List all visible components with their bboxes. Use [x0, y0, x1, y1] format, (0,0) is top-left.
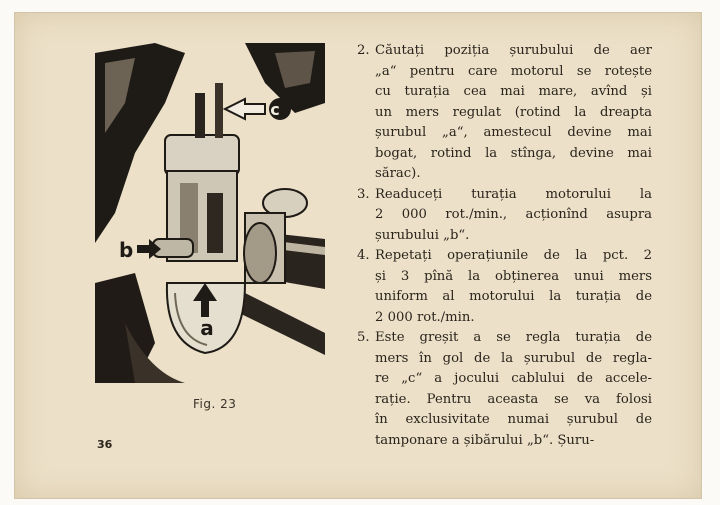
text-line: cu turația cea mai mare, avînd și [375, 84, 652, 99]
text-line: 2 000 rot./min. [375, 309, 475, 325]
text-line: rație. Pentru aceasta se va folosi [375, 391, 652, 407]
instruction-text [375, 41, 652, 185]
text-line: și 3 pînă la obținerea unui mers [375, 268, 652, 284]
text-line: 2 000 rot./min., acționînd asupra [375, 207, 652, 222]
instruction-text [375, 185, 652, 247]
instruction-number: 3. [357, 186, 370, 202]
figure-caption: Fig. 23 [193, 397, 237, 411]
instruction-number: 5. [357, 330, 370, 345]
label-c: c [270, 100, 280, 119]
text-line: Este greșit a se regla turația de [375, 330, 652, 345]
text-line: re „c“ a jocului cablului de accele- [375, 371, 652, 386]
instruction-item [357, 246, 652, 328]
text-line: „a“ pentru care motorul se rotește [375, 63, 652, 79]
page-number: 36 [97, 438, 113, 451]
text-line: sărac). [375, 166, 421, 181]
instruction-number: 4. [357, 248, 370, 263]
text-line: în exclusivitate numai șurubul de [375, 412, 652, 427]
instruction-item [357, 41, 652, 185]
instruction-list [357, 41, 652, 451]
instruction-text [375, 328, 652, 451]
instruction-item [357, 328, 652, 451]
text-line: Repetați operațiunile de la pct. 2 [375, 248, 652, 263]
label-a: a [200, 316, 214, 340]
text-line: mers în gol de la șurubul de regla- [375, 350, 652, 366]
text-line: șurubul „a“, amestecul devine mai [375, 125, 652, 140]
text-line: șurubului „b“. [375, 227, 470, 243]
instruction-item [357, 185, 652, 247]
text-line: uniform al motorului la turația de [375, 289, 652, 304]
text-line: Readuceți turația motorului la [375, 186, 652, 202]
instruction-text [375, 246, 652, 328]
manual-page [14, 12, 702, 499]
text-line: Căutați poziția șurubului de aer [375, 43, 652, 58]
text-line: un mers regulat (rotind la dreapta [375, 104, 652, 120]
instruction-number: 2. [357, 43, 370, 58]
text-line: bogat, rotind la stînga, devine mai [375, 145, 652, 161]
text-line: tamponare a șibărului „b“. Șuru- [375, 432, 595, 448]
label-b: b [119, 238, 134, 262]
carburetor-illustration [95, 43, 325, 383]
